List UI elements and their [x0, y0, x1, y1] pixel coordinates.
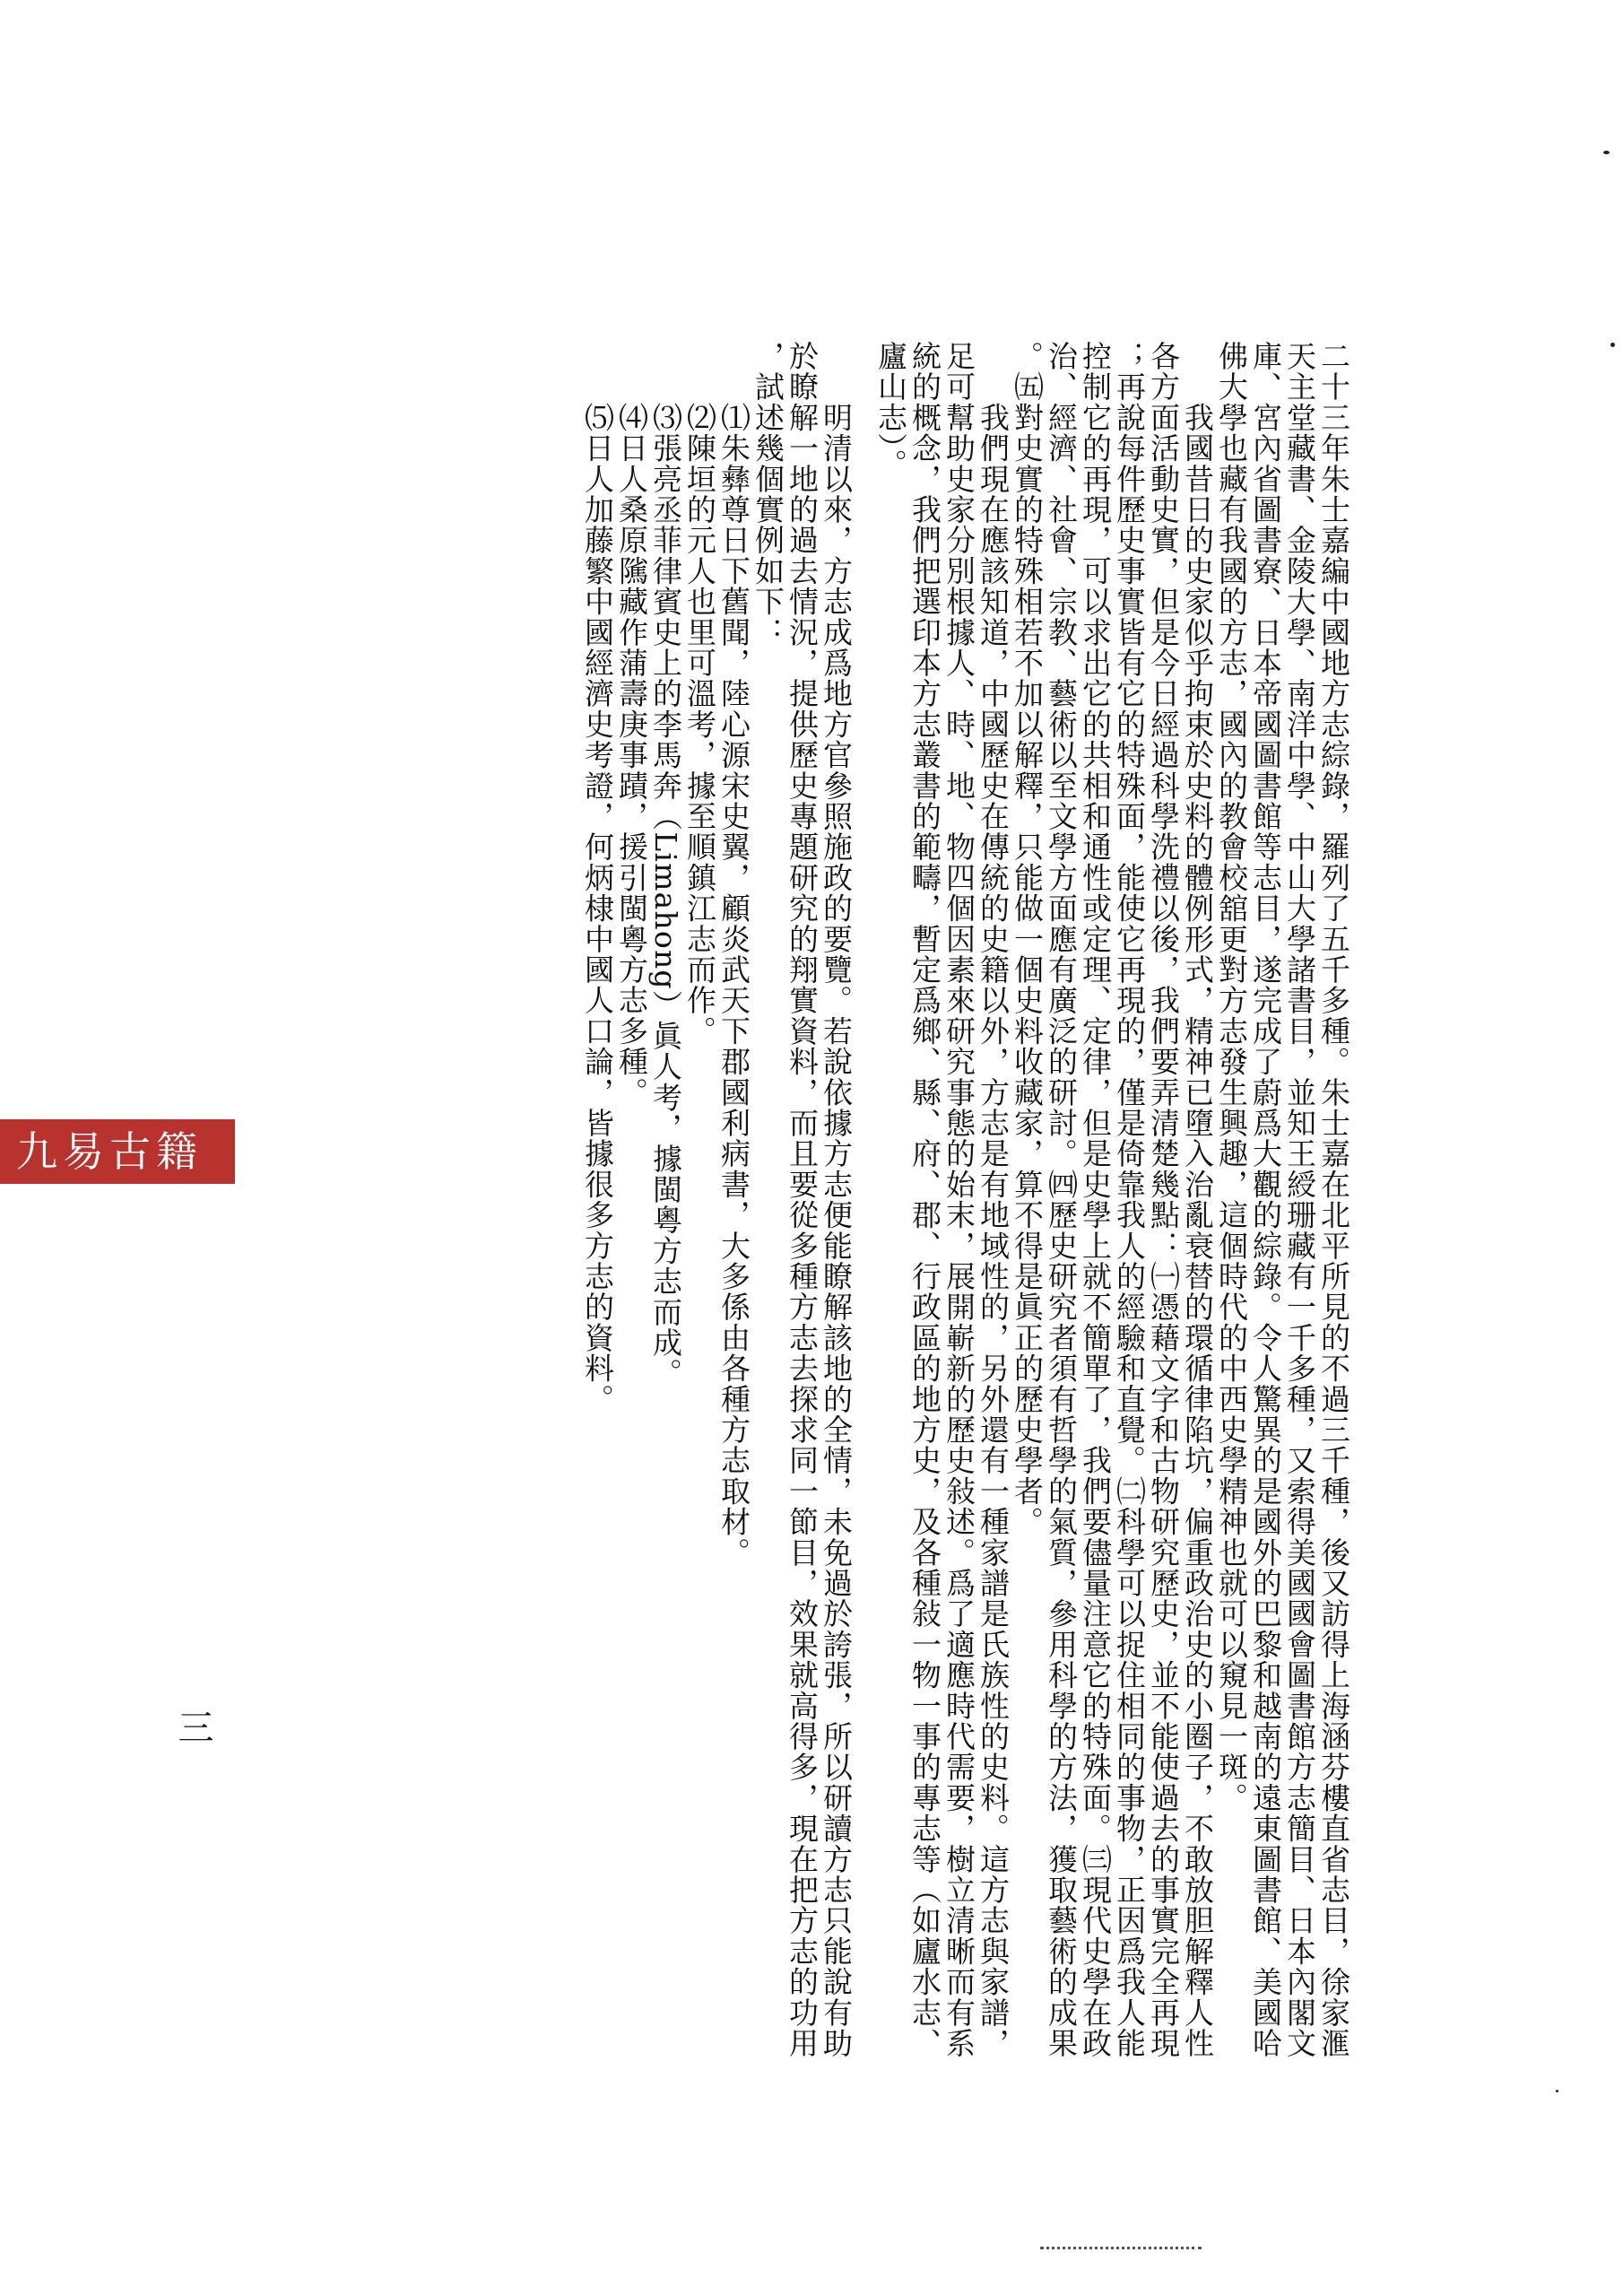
text-column-22: ⑸日人加藤繁中國經濟史考證，何炳棣中國人口論，皆據很多方志的資料。 [580, 341, 615, 1414]
text-column-1: 二十三年朱士嘉編中國地方志綜錄，羅列了五千多種。朱士嘉在北平所見的不過三千種，後又訪得上海涵芬樓直省志目，徐家滙 [1316, 341, 1351, 2059]
text-column-19: ⑵陳垣的元人也里可溫考，據至順鎮江志而作。 [682, 341, 717, 1047]
text-column-5: 我國昔日的史家似乎拘束於史料的體例形式，精神已墮入治亂衰替的環循律陷坑，偏重政治史的小圈子，不敢放胆解釋人性 [1180, 341, 1215, 2059]
scan-artifact-dots [1040, 2247, 1202, 2253]
text-column-12: 足可幫助史家分別根據人、時、地、物四個因素來研究事態的始末，展開嶄新的歷史敍述。爲了適應時代需要，樹立清晰而有系 [942, 341, 976, 2059]
text-column-7: ；再說每件歷史事實皆有它的特殊面，能使它再現的，僅是倚靠我人的經驗和直覺。㈡科學可以捉住相同的事物，正因爲我人能 [1112, 341, 1147, 2059]
text-column-20: ⑶張亮丞菲律賓史上的李馬奔（Limahong）眞人考，據閩粵方志而成。 [648, 341, 683, 1389]
text-column-10: 。㈤對史實的特殊相若不加以解釋，只能做一個史料收藏家，算不得是眞正的歷史學者。 [1010, 341, 1045, 1537]
text-column-2: 天主堂藏書、金陵大學、南洋中學、中山大學諸書目，並知王綬珊藏有一千多種，又索得美國國會圖書館方志簡目、日本內閣文 [1282, 341, 1317, 2059]
text-column-4: 佛大學也藏有我國的方志，國內的教會校舘更對方志發生興趣，這個時代的中西史學精神也就可以窺見一斑。 [1214, 341, 1249, 1813]
text-column-16: 於瞭解一地的過去情況，提供歷史專題研究的翔實資料，而且要從多種方志去探求同一節目，效果就高得多，現在把方志的功用 [785, 341, 820, 2059]
text-column-17: ，試述幾個實例如下： [751, 341, 785, 648]
text-column-15: 明清以來，方志成爲地方官參照施政的要覽。若說依據方志便能瞭解該地的全情，未免過於誇張，所以研讀方志只能說有助 [819, 341, 854, 2059]
text-column-6: 各方面活動史實，但是今日經過科學洗禮以後，我們要弄清楚幾點：㈠憑藉文字和古物研究歷史，並不能使過去的事實完全再現 [1146, 341, 1181, 2059]
scan-speck [1556, 2090, 1558, 2092]
text-column-13: 統的概念，我們把選印本方志叢書的範疇，暫定爲鄉、縣、府、郡、行政區的地方史，及各種敍一物一事的專志等（如廬水志、 [907, 341, 942, 2059]
scan-speck [1603, 151, 1610, 154]
text-column-18: ⑴朱彝尊日下舊聞，陸心源宋史翼，顧炎武天下郡國利病書，大多係由各種方志取材。 [716, 341, 751, 1568]
text-column-3: 庫、宮內省圖書寮、日本帝國圖書館等志目，遂完成了蔚爲大觀的綜錄。令人驚異的是國外的巴黎和越南的遠東圖書館、美國哈 [1248, 341, 1283, 2059]
text-column-9: 治、經濟、社會、宗教、藝術以至文學方面應有廣泛的研討。㈣歷史研究者須有哲學的氣質，參用科學的方法，獲取藝術的成果 [1044, 341, 1079, 2059]
text-column-11: 我們現在應該知道，中國歷史在傳統的史籍以外，方志是有地域性的，另外還有一種家譜是氏族性的史料。這方志與家譜， [976, 341, 1011, 2059]
page-number: 三 [172, 1709, 213, 1744]
scan-speck [1610, 343, 1615, 347]
text-column-8: 控制它的再現，可以求出它的共相和通性或定理、定律，但是史學上就不簡單了，我們要儘量注意它的特殊面。㈢現代史學在政 [1078, 341, 1113, 2059]
text-column-14: 廬山志）。 [873, 341, 908, 480]
text-column-21: ⑷日人桑原隲藏作蒲壽庚事蹟，援引閩粵方志多種。 [614, 341, 649, 1108]
watermark-banner: 九易古籍网 [0, 1119, 235, 1184]
text-body [229, 341, 1350, 2063]
